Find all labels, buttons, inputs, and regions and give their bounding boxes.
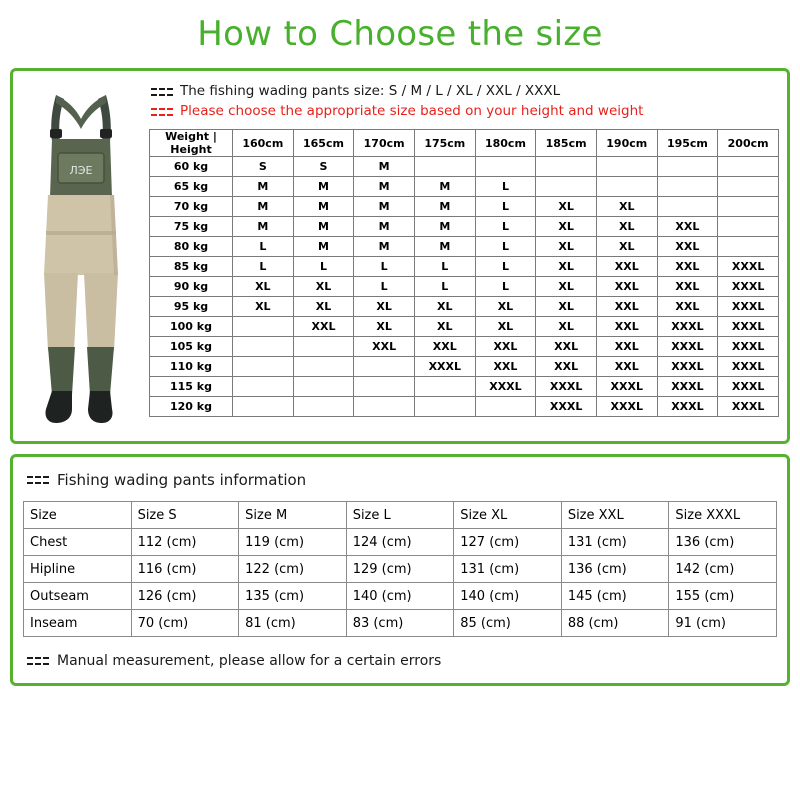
matrix-cell: XL <box>596 237 657 257</box>
matrix-cell: XXXL <box>718 257 779 277</box>
matrix-column <box>149 79 779 431</box>
matrix-cell: L <box>354 277 415 297</box>
matrix-cell: M <box>293 217 354 237</box>
matrix-col-header: 190cm <box>596 130 657 157</box>
matrix-cell: XXL <box>657 297 718 317</box>
dash-marker-icon <box>151 86 173 98</box>
size-matrix-table <box>149 129 779 417</box>
matrix-cell: XL <box>354 297 415 317</box>
matrix-cell: XL <box>475 297 536 317</box>
dash-marker-icon <box>27 655 49 667</box>
matrix-cell <box>354 357 415 377</box>
matrix-corner-header: Weight | Height <box>150 130 233 157</box>
product-info-panel <box>10 454 790 686</box>
table-row <box>24 610 777 637</box>
matrix-cell <box>718 197 779 217</box>
waders-illustration <box>22 79 140 431</box>
matrix-cell <box>233 377 294 397</box>
page-title: How to Choose the size <box>197 14 603 54</box>
table-row <box>150 297 779 317</box>
matrix-cell <box>414 377 475 397</box>
matrix-cell: XXXL <box>536 377 597 397</box>
matrix-cell <box>293 357 354 377</box>
matrix-row-header: 60 kg <box>150 157 233 177</box>
page-title-bar <box>0 0 800 68</box>
info-head <box>24 502 777 529</box>
info-title <box>27 471 777 489</box>
matrix-cell <box>475 397 536 417</box>
matrix-cell: M <box>354 197 415 217</box>
matrix-cell: M <box>233 217 294 237</box>
matrix-cell: XXL <box>657 277 718 297</box>
matrix-cell: M <box>414 237 475 257</box>
info-cell: 140 (cm) <box>454 583 562 610</box>
matrix-col-header: 170cm <box>354 130 415 157</box>
matrix-cell: XL <box>596 217 657 237</box>
matrix-cell <box>293 377 354 397</box>
matrix-cell <box>657 197 718 217</box>
info-title-text: Fishing wading pants information <box>57 471 307 489</box>
matrix-row-header: 85 kg <box>150 257 233 277</box>
table-row <box>150 317 779 337</box>
matrix-cell: XXXL <box>718 297 779 317</box>
matrix-row-header: 105 kg <box>150 337 233 357</box>
info-cell: 81 (cm) <box>239 610 347 637</box>
table-row <box>150 397 779 417</box>
info-row-label: Hipline <box>24 556 132 583</box>
matrix-cell <box>657 157 718 177</box>
note-size-list-text: The fishing wading pants size: S / M / L / XL / XXL / XXXL <box>180 83 561 99</box>
table-row <box>150 177 779 197</box>
matrix-head <box>150 130 779 157</box>
manual-measurement-note-text: Manual measurement, please allow for a certain errors <box>57 653 442 669</box>
table-row <box>24 556 777 583</box>
matrix-cell: XXL <box>596 277 657 297</box>
matrix-cell: L <box>233 237 294 257</box>
matrix-cell: XL <box>536 257 597 277</box>
table-row <box>24 529 777 556</box>
info-cell: 91 (cm) <box>669 610 777 637</box>
info-row-label: Chest <box>24 529 132 556</box>
matrix-row-header: 110 kg <box>150 357 233 377</box>
matrix-cell: M <box>414 217 475 237</box>
matrix-cell: XXXL <box>718 277 779 297</box>
matrix-cell: M <box>354 177 415 197</box>
matrix-cell: L <box>475 197 536 217</box>
info-cell: 85 (cm) <box>454 610 562 637</box>
matrix-cell: XL <box>536 237 597 257</box>
matrix-cell: XXL <box>596 297 657 317</box>
table-row <box>150 277 779 297</box>
matrix-row-header: 90 kg <box>150 277 233 297</box>
matrix-cell <box>596 157 657 177</box>
matrix-cell: XL <box>354 317 415 337</box>
info-cell: 116 (cm) <box>131 556 239 583</box>
info-col-header: Size <box>24 502 132 529</box>
info-cell: 136 (cm) <box>561 556 669 583</box>
table-row <box>150 357 779 377</box>
matrix-cell: XXL <box>475 337 536 357</box>
matrix-col-header: 160cm <box>233 130 294 157</box>
matrix-cell <box>596 177 657 197</box>
matrix-cell: XXXL <box>414 357 475 377</box>
matrix-cell: XXL <box>596 357 657 377</box>
matrix-cell: XXL <box>657 217 718 237</box>
matrix-cell <box>233 317 294 337</box>
matrix-cell: XL <box>536 217 597 237</box>
info-cell: 131 (cm) <box>454 556 562 583</box>
info-cell: 88 (cm) <box>561 610 669 637</box>
matrix-cell: XXL <box>596 317 657 337</box>
matrix-cell: M <box>293 177 354 197</box>
matrix-cell: XL <box>414 297 475 317</box>
matrix-cell: XXXL <box>475 377 536 397</box>
matrix-cell <box>657 177 718 197</box>
matrix-cell: XL <box>536 277 597 297</box>
table-row <box>150 337 779 357</box>
matrix-header-row <box>150 130 779 157</box>
matrix-row-header: 80 kg <box>150 237 233 257</box>
matrix-cell: M <box>354 237 415 257</box>
matrix-row-header: 70 kg <box>150 197 233 217</box>
matrix-cell: L <box>233 257 294 277</box>
matrix-cell: XXXL <box>596 397 657 417</box>
matrix-cell <box>475 157 536 177</box>
table-row <box>150 157 779 177</box>
matrix-cell: S <box>233 157 294 177</box>
matrix-cell <box>718 177 779 197</box>
matrix-cell: L <box>475 177 536 197</box>
matrix-cell: XXXL <box>718 337 779 357</box>
matrix-cell <box>718 157 779 177</box>
matrix-cell: L <box>293 257 354 277</box>
matrix-row-header: 100 kg <box>150 317 233 337</box>
matrix-cell: XL <box>536 197 597 217</box>
matrix-cell: XXXL <box>718 377 779 397</box>
matrix-cell: L <box>414 257 475 277</box>
size-matrix-panel <box>10 68 790 444</box>
matrix-cell <box>233 357 294 377</box>
info-col-header: Size XXL <box>561 502 669 529</box>
info-header-row <box>24 502 777 529</box>
matrix-cell: XXXL <box>657 377 718 397</box>
info-cell: 135 (cm) <box>239 583 347 610</box>
product-image-column <box>21 79 141 431</box>
matrix-cell: XXL <box>536 357 597 377</box>
matrix-cell: XL <box>414 317 475 337</box>
matrix-cell: XXL <box>657 257 718 277</box>
matrix-cell: XL <box>293 277 354 297</box>
matrix-cell <box>233 397 294 417</box>
info-cell: 70 (cm) <box>131 610 239 637</box>
matrix-cell: XXL <box>536 337 597 357</box>
info-cell: 112 (cm) <box>131 529 239 556</box>
matrix-cell <box>354 397 415 417</box>
matrix-row-header: 115 kg <box>150 377 233 397</box>
info-col-header: Size XXXL <box>669 502 777 529</box>
matrix-cell: XL <box>293 297 354 317</box>
matrix-cell <box>414 397 475 417</box>
matrix-col-header: 200cm <box>718 130 779 157</box>
svg-text:ЛЭЕ: ЛЭЕ <box>69 164 93 177</box>
matrix-cell: XL <box>475 317 536 337</box>
note-size-list <box>151 83 779 100</box>
matrix-cell: XXL <box>475 357 536 377</box>
info-cell: 140 (cm) <box>346 583 454 610</box>
info-row-label: Outseam <box>24 583 132 610</box>
matrix-row-header: 75 kg <box>150 217 233 237</box>
matrix-cell: XXXL <box>657 337 718 357</box>
matrix-cell: XL <box>596 197 657 217</box>
info-cell: 136 (cm) <box>669 529 777 556</box>
info-cell: 129 (cm) <box>346 556 454 583</box>
matrix-cell: M <box>354 157 415 177</box>
info-cell: 131 (cm) <box>561 529 669 556</box>
info-col-header: Size L <box>346 502 454 529</box>
matrix-row-header: 120 kg <box>150 397 233 417</box>
matrix-cell <box>293 337 354 357</box>
table-row <box>150 197 779 217</box>
matrix-cell: XXL <box>293 317 354 337</box>
matrix-cell: L <box>414 277 475 297</box>
matrix-cell: XL <box>233 277 294 297</box>
table-row <box>150 217 779 237</box>
matrix-cell: S <box>293 157 354 177</box>
matrix-cell: XXXL <box>536 397 597 417</box>
matrix-cell: XL <box>536 297 597 317</box>
matrix-cell <box>536 177 597 197</box>
matrix-cell: L <box>354 257 415 277</box>
matrix-col-header: 175cm <box>414 130 475 157</box>
info-col-header: Size M <box>239 502 347 529</box>
waders-svg <box>22 79 140 431</box>
table-row <box>24 583 777 610</box>
matrix-cell: XL <box>536 317 597 337</box>
info-cell: 145 (cm) <box>561 583 669 610</box>
info-cell: 83 (cm) <box>346 610 454 637</box>
matrix-cell: M <box>293 197 354 217</box>
info-col-header: Size S <box>131 502 239 529</box>
matrix-col-header: 165cm <box>293 130 354 157</box>
matrix-cell <box>354 377 415 397</box>
matrix-cell: XXL <box>354 337 415 357</box>
table-row <box>150 237 779 257</box>
matrix-cell <box>293 397 354 417</box>
matrix-cell: M <box>414 197 475 217</box>
table-row <box>150 377 779 397</box>
info-cell: 155 (cm) <box>669 583 777 610</box>
note-choose-size-text: Please choose the appropriate size based on your height and weight <box>180 103 644 119</box>
matrix-cell: XXL <box>596 257 657 277</box>
info-cell: 126 (cm) <box>131 583 239 610</box>
matrix-cell <box>536 157 597 177</box>
matrix-row-header: 65 kg <box>150 177 233 197</box>
info-cell: 122 (cm) <box>239 556 347 583</box>
matrix-cell: XXXL <box>718 397 779 417</box>
dash-marker-icon <box>151 106 173 118</box>
matrix-row-header: 95 kg <box>150 297 233 317</box>
info-cell: 127 (cm) <box>454 529 562 556</box>
info-cell: 142 (cm) <box>669 556 777 583</box>
notes-block <box>149 79 779 129</box>
matrix-cell <box>414 157 475 177</box>
matrix-col-header: 195cm <box>657 130 718 157</box>
info-cell: 119 (cm) <box>239 529 347 556</box>
info-cell: 124 (cm) <box>346 529 454 556</box>
matrix-cell: XXXL <box>657 357 718 377</box>
info-col-header: Size XL <box>454 502 562 529</box>
matrix-cell <box>718 217 779 237</box>
matrix-cell: XXXL <box>596 377 657 397</box>
info-row-label: Inseam <box>24 610 132 637</box>
matrix-cell: XXXL <box>718 357 779 377</box>
matrix-cell: L <box>475 217 536 237</box>
matrix-cell: L <box>475 257 536 277</box>
matrix-cell <box>718 237 779 257</box>
table-row <box>150 257 779 277</box>
product-info-table <box>23 501 777 637</box>
matrix-cell: M <box>233 197 294 217</box>
matrix-cell: XXXL <box>718 317 779 337</box>
matrix-cell: L <box>475 277 536 297</box>
matrix-cell: XXL <box>596 337 657 357</box>
matrix-body <box>150 157 779 417</box>
matrix-col-header: 180cm <box>475 130 536 157</box>
matrix-cell: M <box>233 177 294 197</box>
matrix-cell: M <box>293 237 354 257</box>
manual-measurement-note <box>27 653 777 669</box>
matrix-cell: M <box>354 217 415 237</box>
matrix-cell <box>233 337 294 357</box>
matrix-cell: XXXL <box>657 317 718 337</box>
matrix-cell: XL <box>233 297 294 317</box>
matrix-cell: XXXL <box>657 397 718 417</box>
info-body <box>24 529 777 637</box>
note-choose-size <box>151 103 779 120</box>
matrix-cell: XXL <box>657 237 718 257</box>
matrix-cell: M <box>414 177 475 197</box>
dash-marker-icon <box>27 474 49 486</box>
matrix-cell: L <box>475 237 536 257</box>
matrix-cell: XXL <box>414 337 475 357</box>
matrix-col-header: 185cm <box>536 130 597 157</box>
